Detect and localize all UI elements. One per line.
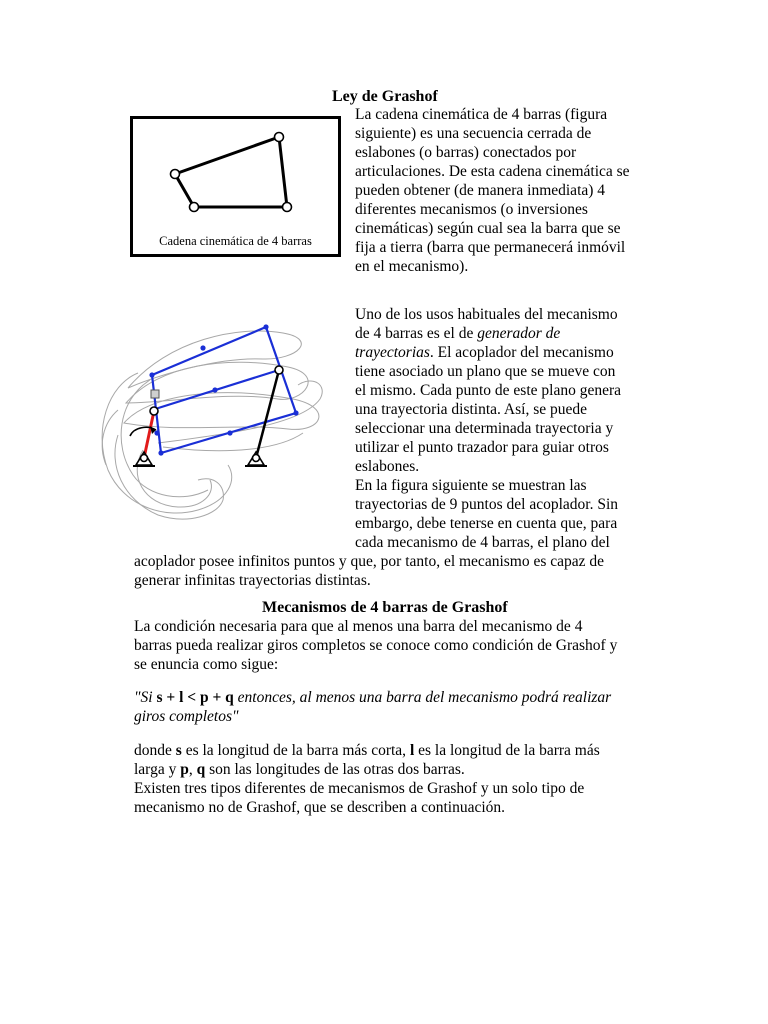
- coupler-point: [293, 410, 298, 415]
- ground-pivot-left: [133, 452, 155, 466]
- trajectory-curve: [163, 433, 303, 451]
- text-line: acoplador posee infinitos puntos y que, por tanto, el mecanismo es capaz de: [134, 553, 605, 570]
- text-line: una trayectoria distinta. Así, se puede: [355, 401, 588, 418]
- text-line: siguiente) es una secuencia cerrada de: [355, 125, 592, 142]
- coupler-point: [154, 430, 159, 435]
- ground-pivot-right: [245, 452, 267, 466]
- paragraph-kinematic-chain: [355, 105, 630, 276]
- text-fragment: es la longitud de la barra más: [414, 742, 600, 759]
- coupler-point: [263, 324, 268, 329]
- tracer-point-marker: [151, 390, 159, 398]
- text-line: barras pueda realizar giros completos se conoce como condición de Grashof y: [134, 637, 618, 654]
- text-line: fija a tierra (barra que permanecerá inmóvil: [355, 239, 626, 256]
- symbol-s: s: [175, 742, 182, 759]
- text-line: Existen tres tipos diferentes de mecanismos de Grashof y un solo tipo de: [134, 780, 585, 797]
- text-line: eslabones.: [355, 458, 420, 475]
- trajectory-curves: [102, 331, 322, 519]
- joint-c: [283, 203, 292, 212]
- text-line: Uno de los usos habituales del mecanismo: [355, 306, 618, 323]
- text-line: en el mecanismo).: [355, 258, 469, 275]
- text-line: tiene asociado un plano que se mueve con: [355, 363, 616, 380]
- italic-term: generador de: [477, 325, 561, 342]
- text-fragment: . El acoplador del mecanismo: [429, 344, 614, 361]
- text-line: [134, 741, 600, 760]
- text-line: trayectorias de 9 puntos del acoplador. Sin: [355, 496, 619, 513]
- joint-b: [275, 133, 284, 142]
- joint-d: [190, 203, 199, 212]
- text-fragment: de 4 barras es el de: [355, 325, 478, 342]
- quote-text: entonces, al menos una barra del mecanismo podrá realizar: [233, 689, 612, 706]
- text-line: el mismo. Cada punto de este plano genera: [355, 382, 622, 399]
- quote-open: "Si: [134, 689, 157, 706]
- symbol-l: l: [409, 742, 415, 759]
- text-line: articulaciones. De esta cadena cinemática se: [355, 163, 630, 180]
- symbol-q: q: [196, 761, 206, 778]
- paragraph-grashof-condition: [134, 617, 617, 674]
- italic-term: trayectorias: [355, 344, 430, 361]
- text-fragment: larga y: [134, 761, 181, 778]
- paragraph-nine-points-continued: [134, 552, 604, 590]
- figure-coupler-trajectories: [88, 315, 348, 530]
- paragraph-nine-points: [355, 476, 618, 552]
- coupler-point: [227, 430, 232, 435]
- section-title-grashof-law: Ley de Grashof: [332, 88, 438, 105]
- joint-crank-coupler: [150, 407, 158, 415]
- text-line: utilizar el punto trazador para guiar otros: [355, 439, 609, 456]
- text-fragment: es la longitud de la barra más corta,: [181, 742, 410, 759]
- section-title-grashof-mechanisms: Mecanismos de 4 barras de Grashof: [262, 599, 508, 616]
- coupler-point: [158, 450, 163, 455]
- text-line: La condición necesaria para que al menos una barra del mecanismo de 4: [134, 618, 583, 635]
- text-line: cada mecanismo de 4 barras, el plano del: [355, 534, 610, 551]
- text-fragment: son las longitudes de las otras dos barras.: [205, 761, 465, 778]
- text-line: pueden obtener (de manera inmediata) 4: [355, 182, 606, 199]
- figure-caption: Cadena cinemática de 4 barras: [159, 234, 312, 248]
- text-line: [134, 760, 600, 779]
- joint-rocker-coupler: [275, 366, 283, 374]
- crank-link: [144, 411, 154, 458]
- text-fragment: ,: [188, 761, 197, 778]
- coupler-point: [149, 372, 154, 377]
- chain-links: [175, 137, 287, 207]
- coupler-point: [200, 345, 205, 350]
- text-line: La cadena cinemática de 4 barras (figura: [355, 106, 608, 123]
- grashof-formula: s + l < p + q: [156, 689, 234, 706]
- joint-a: [171, 170, 180, 179]
- four-bar-chain-diagram: [133, 119, 338, 234]
- text-line: seleccionar una determinada trayectoria y: [355, 420, 614, 437]
- text-line: generar infinitas trayectorias distintas.: [134, 572, 371, 589]
- text-line: embargo, debe tenerse en cuenta que, para: [355, 515, 618, 532]
- text-line: eslabones (o barras) conectados por: [355, 144, 577, 161]
- text-fragment: donde: [134, 742, 176, 759]
- text-line: En la figura siguiente se muestran las: [355, 477, 587, 494]
- symbol-p: p: [180, 761, 189, 778]
- text-line: diferentes mecanismos (o inversiones: [355, 201, 588, 218]
- text-line: [134, 688, 611, 707]
- text-line: cinemáticas) según cual sea la barra que se: [355, 220, 621, 237]
- text-line: se enuncia como sigue:: [134, 656, 279, 673]
- figure-kinematic-chain: [130, 116, 341, 257]
- grashof-statement-quote: [134, 688, 611, 726]
- paragraph-trajectory-generator: [355, 305, 621, 476]
- paragraph-definitions: [134, 741, 600, 817]
- text-line: [355, 343, 621, 362]
- coupler-point: [212, 387, 217, 392]
- text-line: [355, 324, 621, 343]
- text-line: mecanismo no de Grashof, que se describen a continuación.: [134, 799, 506, 816]
- text-line: giros completos": [134, 708, 239, 725]
